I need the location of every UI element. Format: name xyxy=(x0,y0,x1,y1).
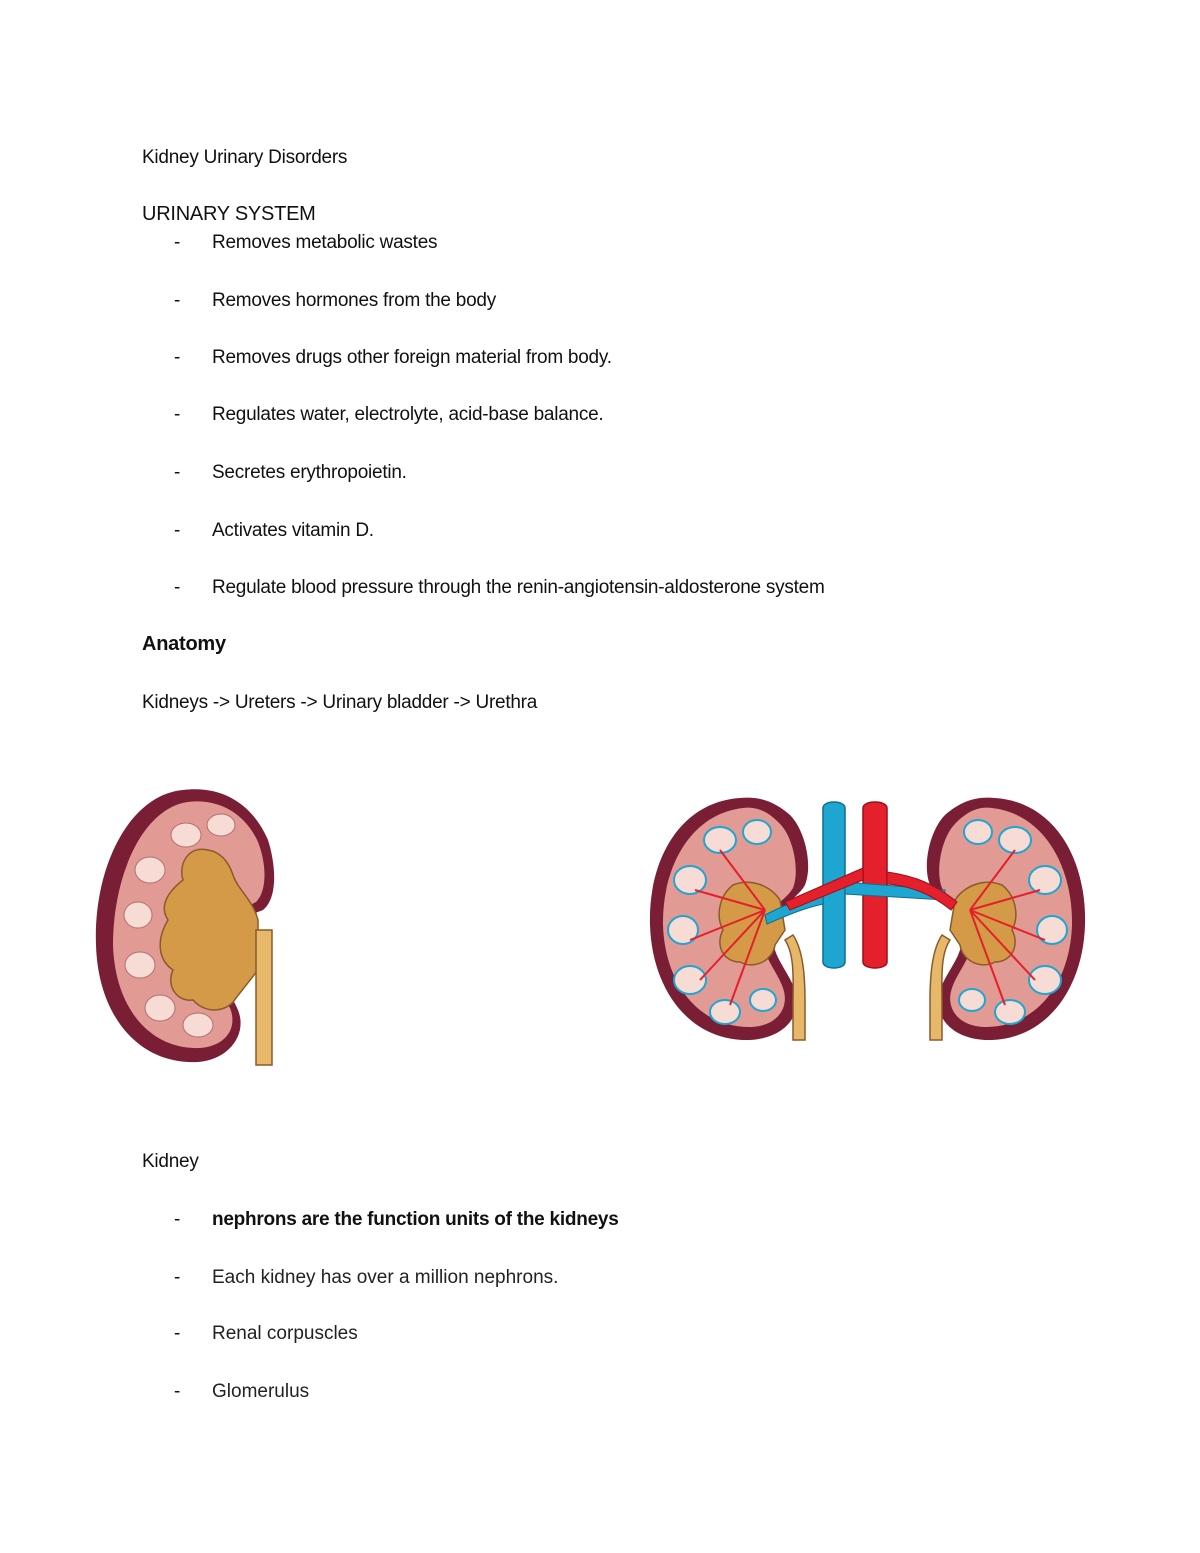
bullet-dash: - xyxy=(174,347,181,368)
list-item-text: Removes hormones from the body xyxy=(212,290,496,311)
renal-pyramid xyxy=(207,814,235,836)
list-item xyxy=(0,231,1200,255)
renal-pyramid xyxy=(171,823,201,847)
renal-pyramid xyxy=(995,1000,1025,1024)
list-item xyxy=(0,519,1200,543)
list-item-text: Secretes erythropoietin. xyxy=(212,462,407,483)
list-item-text: Regulates water, electrolyte, acid-base balance. xyxy=(212,404,604,425)
bullet-dash: - xyxy=(174,232,181,253)
bullet-dash: - xyxy=(174,404,181,425)
renal-pyramid xyxy=(964,820,992,844)
section-heading-anatomy: Anatomy xyxy=(142,633,226,655)
document-title: Kidney Urinary Disorders xyxy=(142,147,348,168)
list-item xyxy=(0,1266,1200,1290)
section-heading-urinary-system: URINARY SYSTEM xyxy=(142,203,316,225)
list-item-text: Removes drugs other foreign material from body. xyxy=(212,347,612,368)
renal-pyramid xyxy=(125,952,155,978)
bullet-dash: - xyxy=(174,462,181,483)
bullet-dash: - xyxy=(174,1381,181,1402)
renal-pyramid xyxy=(668,916,698,944)
list-item xyxy=(0,1380,1200,1404)
list-item-text: Removes metabolic wastes xyxy=(212,232,438,253)
list-item-text: nephrons are the function units of the kidneys xyxy=(212,1209,619,1230)
kidneys-with-blood-vessels-illustration xyxy=(645,790,1090,1048)
list-item xyxy=(0,346,1200,370)
ureter xyxy=(256,930,272,1065)
bullet-dash: - xyxy=(174,1209,181,1230)
list-item xyxy=(0,403,1200,427)
renal-pyramid xyxy=(1037,916,1067,944)
list-item-text: Regulate blood pressure through the renin-angiotensin-aldosterone system xyxy=(212,577,825,598)
list-item-text: Renal corpuscles xyxy=(212,1323,358,1344)
bullet-dash: - xyxy=(174,290,181,311)
renal-pyramid xyxy=(124,902,152,928)
renal-pyramid xyxy=(704,827,736,853)
bullet-dash: - xyxy=(174,577,181,598)
renal-pyramid xyxy=(145,995,175,1021)
renal-pyramid xyxy=(183,1013,213,1037)
list-item xyxy=(0,1322,1200,1346)
section-heading-kidney: Kidney xyxy=(142,1151,199,1172)
renal-pyramid xyxy=(135,857,165,883)
bullet-dash: - xyxy=(174,1323,181,1344)
list-item-text: Each kidney has over a million nephrons. xyxy=(212,1267,559,1288)
renal-pyramid xyxy=(710,1000,740,1024)
bullet-dash: - xyxy=(174,520,181,541)
renal-pyramid xyxy=(750,989,776,1011)
renal-pyramid xyxy=(674,866,706,894)
renal-pyramid xyxy=(959,989,985,1011)
anatomy-pathway: Kidneys -> Ureters -> Urinary bladder -> Urethra xyxy=(142,692,538,713)
renal-pyramid xyxy=(999,827,1031,853)
list-item-text: Activates vitamin D. xyxy=(212,520,374,541)
list-item xyxy=(0,461,1200,485)
list-item-text: Glomerulus xyxy=(212,1381,310,1402)
kidney-cross-section-illustration xyxy=(88,780,288,1070)
list-item xyxy=(0,289,1200,313)
list-item xyxy=(0,1208,1200,1232)
list-item xyxy=(0,576,1200,600)
renal-pyramid xyxy=(1029,866,1061,894)
renal-pyramid xyxy=(743,820,771,844)
bullet-dash: - xyxy=(174,1267,181,1288)
